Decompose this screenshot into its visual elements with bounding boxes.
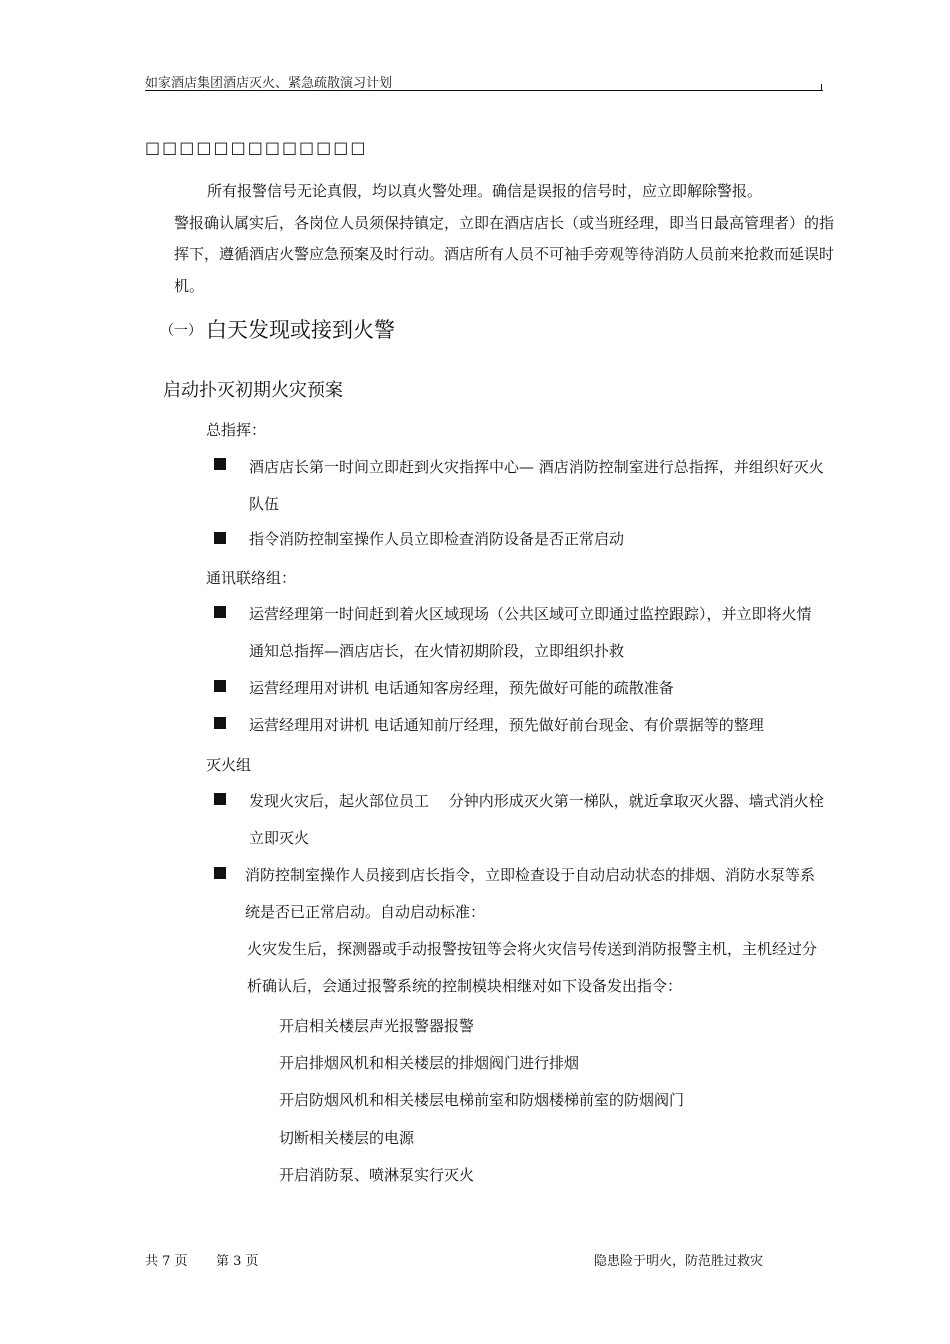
intro-paragraph [174,176,834,302]
group-label-command: 总指挥： [206,421,267,439]
auto-start-description: 火灾发生后，探测器或手动报警按钮等会将火灾信号传送到消防报警主机，主机经过分析确认后，会通过报警系统的控制模块相继对如下设备发出指令： [247,940,818,995]
list-item: 酒店店长第一时间立即赶到火灾指挥中心— 酒店消防控制室进行总指挥，并组织好灭火队伍 [249,458,824,513]
group-label-fire: 灭火组 [206,756,252,774]
list-item: 消防控制室操作人员接到店长指令，立即检查设于自动启动状态的排烟、消防水泵等系统是否已正常启动。自动启动标准： [245,866,816,921]
bullet-icon [214,717,226,729]
header-title: 如家酒店集团酒店灭火、紧急疏散演习计划 [145,76,393,91]
bullet-icon [214,458,226,470]
footer-motto: 隐患险于明火，防范胜过救灾 [594,1254,764,1269]
step-item: 开启防烟风机和相关楼层电梯前室和防烟楼梯前室的防烟阀门 [279,1091,685,1109]
header-rule-tick [821,84,822,91]
intro-rest: 警报确认属实后，各岗位人员须保持镇定，立即在酒店店长（或当班经理，即当日最高管理者）的指挥下，遵循酒店火警应急预案及时行动。酒店所有人员不可袖手旁观等待消防人员前来抢救而延误时机。 [174,213,835,295]
bullet-icon [214,793,226,805]
list-item: 发现火灾后，起火部位员工 分钟内形成灭火第一梯队，就近拿取灭火器、墙式消火栓立即灭火 [249,792,824,847]
list-item: 运营经理用对讲机 电话通知前厅经理，预先做好前台现金、有价票据等的整理 [249,716,764,734]
bullet-icon [214,532,226,544]
subsection-title: 启动扑灭初期火灾预案 [163,380,343,401]
footer-page-number: 第 3 页 [216,1254,259,1269]
list-item: 运营经理用对讲机 电话通知客房经理，预先做好可能的疏散准备 [249,679,674,697]
step-item: 开启消防泵、喷淋泵实行灭火 [279,1166,475,1184]
footer-total-pages: 共 7 页 [145,1254,188,1269]
bullet-icon [214,680,226,692]
step-item: 切断相关楼层的电源 [279,1129,415,1147]
section-title-text: 白天发现或接到火警 [206,318,395,342]
step-item: 开启排烟风机和相关楼层的排烟阀门进行排烟 [279,1054,580,1072]
bullet-icon [214,606,226,618]
group-label-comms: 通讯联络组： [206,569,297,587]
list-item: 运营经理第一时间赶到着火区域现场（公共区域可立即通过监控跟踪），并立即将火情通知总指挥—酒店店长，在火情初期阶段，立即组织扑救 [249,605,812,660]
header-rule [145,90,823,91]
section-title [160,314,395,344]
section-number: （一） [160,323,202,339]
list-item: 指令消防控制室操作人员立即检查消防设备是否正常启动 [249,530,625,548]
intro-line-1: 所有报警信号无论真假，均以真火警处理。确信是误报的信号时，应立即解除警报。 [207,182,763,200]
section-heading-garbled: □□□□□□□□□□□□□ [145,138,368,157]
bullet-icon [214,867,226,879]
step-item: 开启相关楼层声光报警器报警 [279,1017,475,1035]
